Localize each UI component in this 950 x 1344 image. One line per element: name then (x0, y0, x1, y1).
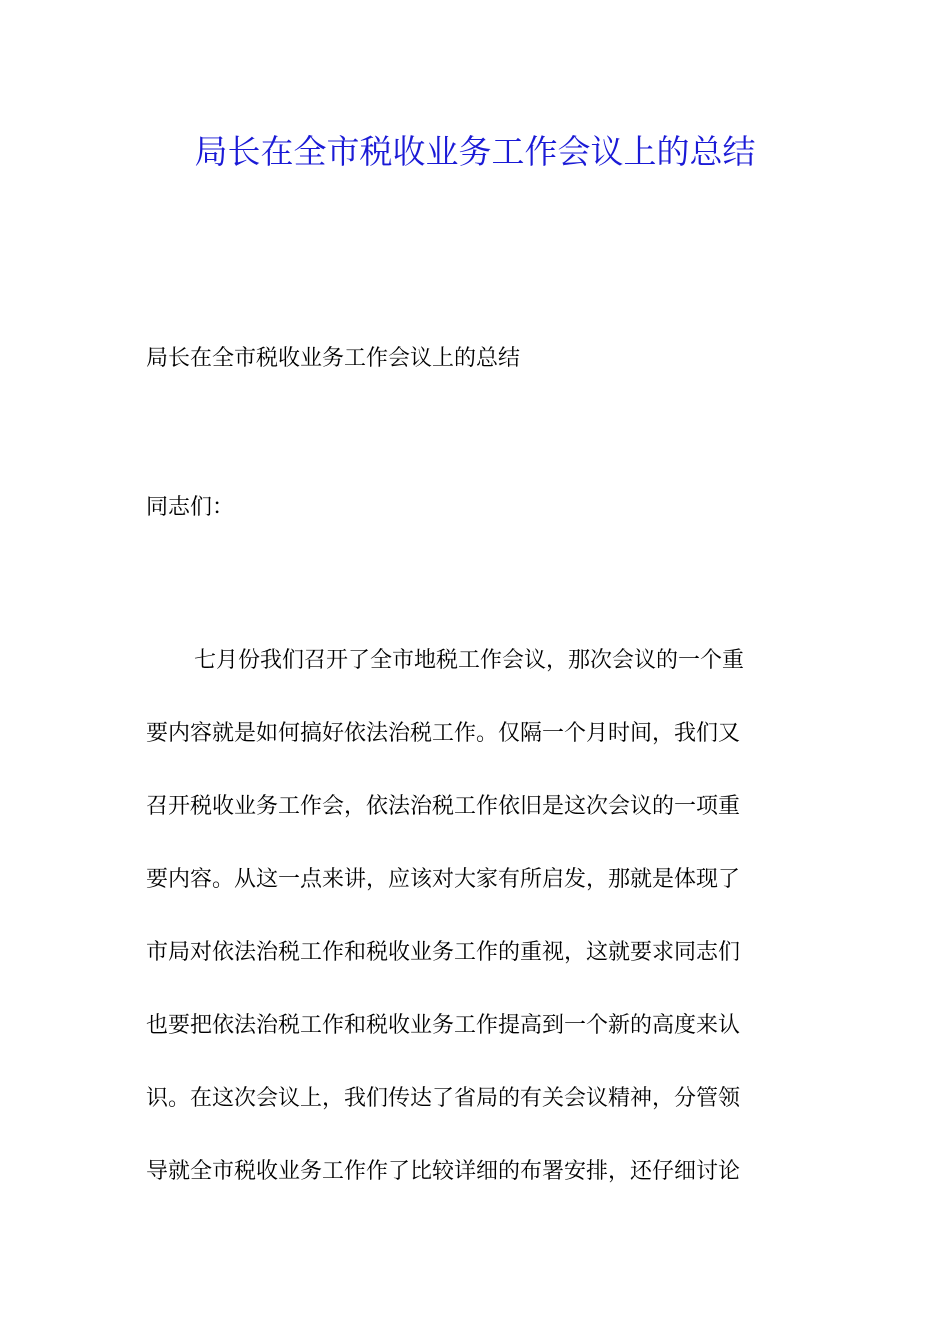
body-line: 七月份我们召开了全市地税工作会议，那次会议的一个重 (194, 648, 745, 673)
body-line: 导就全市税收业务工作作了比较详细的布署安排，还仔细讨论 (146, 1159, 741, 1184)
body-line: 要内容就是如何搞好依法治税工作。仅隔一个月时间，我们又 (146, 721, 741, 746)
body-line: 召开税收业务工作会，依法治税工作依旧是这次会议的一项重 (146, 794, 741, 819)
body-line: 要内容。从这一点来讲，应该对大家有所启发，那就是体现了 (146, 867, 741, 892)
body-line: 识。在这次会议上，我们传达了省局的有关会议精神，分管领 (146, 1086, 741, 1111)
document-title: 局长在全市税收业务工作会议上的总结 (194, 132, 756, 171)
body-line: 也要把依法治税工作和税收业务工作提高到一个新的高度来认 (146, 1013, 741, 1038)
body-line: 市局对依法治税工作和税收业务工作的重视，这就要求同志们 (146, 940, 741, 965)
document-subtitle: 局长在全市税收业务工作会议上的总结 (146, 346, 521, 371)
salutation: 同志们： (146, 495, 235, 520)
